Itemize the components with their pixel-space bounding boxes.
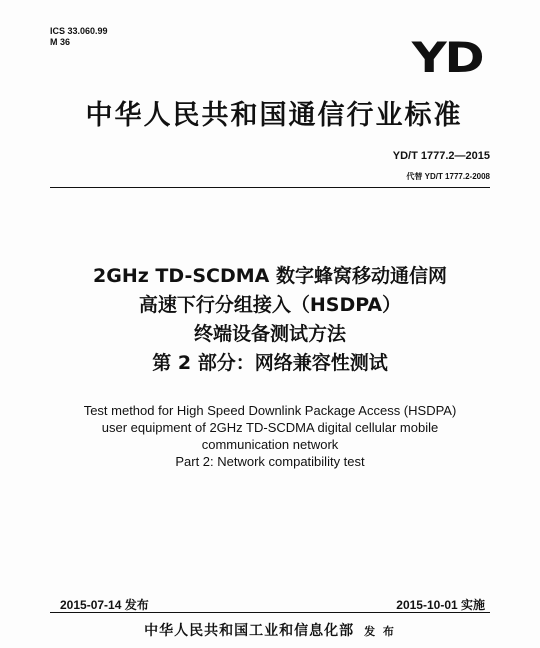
chinese-title-line: 第 2 部分：网络兼容性测试 [152, 352, 388, 374]
english-title [0, 402, 540, 470]
chinese-title-line: 终端设备测试方法 [193, 323, 346, 345]
class-code: M 36 [50, 37, 71, 47]
english-title-line: user equipment of 2GHz TD-SCDMA digital cellular mobile [101, 420, 439, 435]
classification-codes [50, 26, 108, 48]
implement-date: 2015-10-01 实施 [396, 598, 485, 612]
chinese-title-line: 2GHz TD-SCDMA 数字蜂窝移动通信网 [93, 265, 447, 287]
english-title-line: Test method for High Speed Downlink Package Access (HSDPA) [83, 403, 457, 418]
chinese-title [0, 262, 540, 378]
english-title-line: communication network [201, 437, 339, 452]
replaces-note: 代替 YD/T 1777.2-2008 [406, 172, 490, 181]
chinese-title-line: 高速下行分组接入（HSDPA） [138, 294, 402, 316]
ics-code: ICS 33.060.99 [50, 26, 108, 36]
footer-divider [50, 612, 490, 613]
header-divider [50, 187, 490, 188]
issued-label: 发 布 [364, 625, 396, 638]
yd-logo: YD [411, 33, 482, 82]
issue-date: 2015-07-14 发布 [60, 598, 149, 612]
standard-number: YD/T 1777.2—2015 [392, 150, 490, 162]
issuer-line [0, 620, 540, 640]
english-title-line: Part 2: Network compatibility test [175, 454, 365, 469]
standard-title: 中华人民共和国通信行业标准 [85, 100, 463, 131]
issuer-name: 中华人民共和国工业和信息化部 [144, 623, 355, 639]
